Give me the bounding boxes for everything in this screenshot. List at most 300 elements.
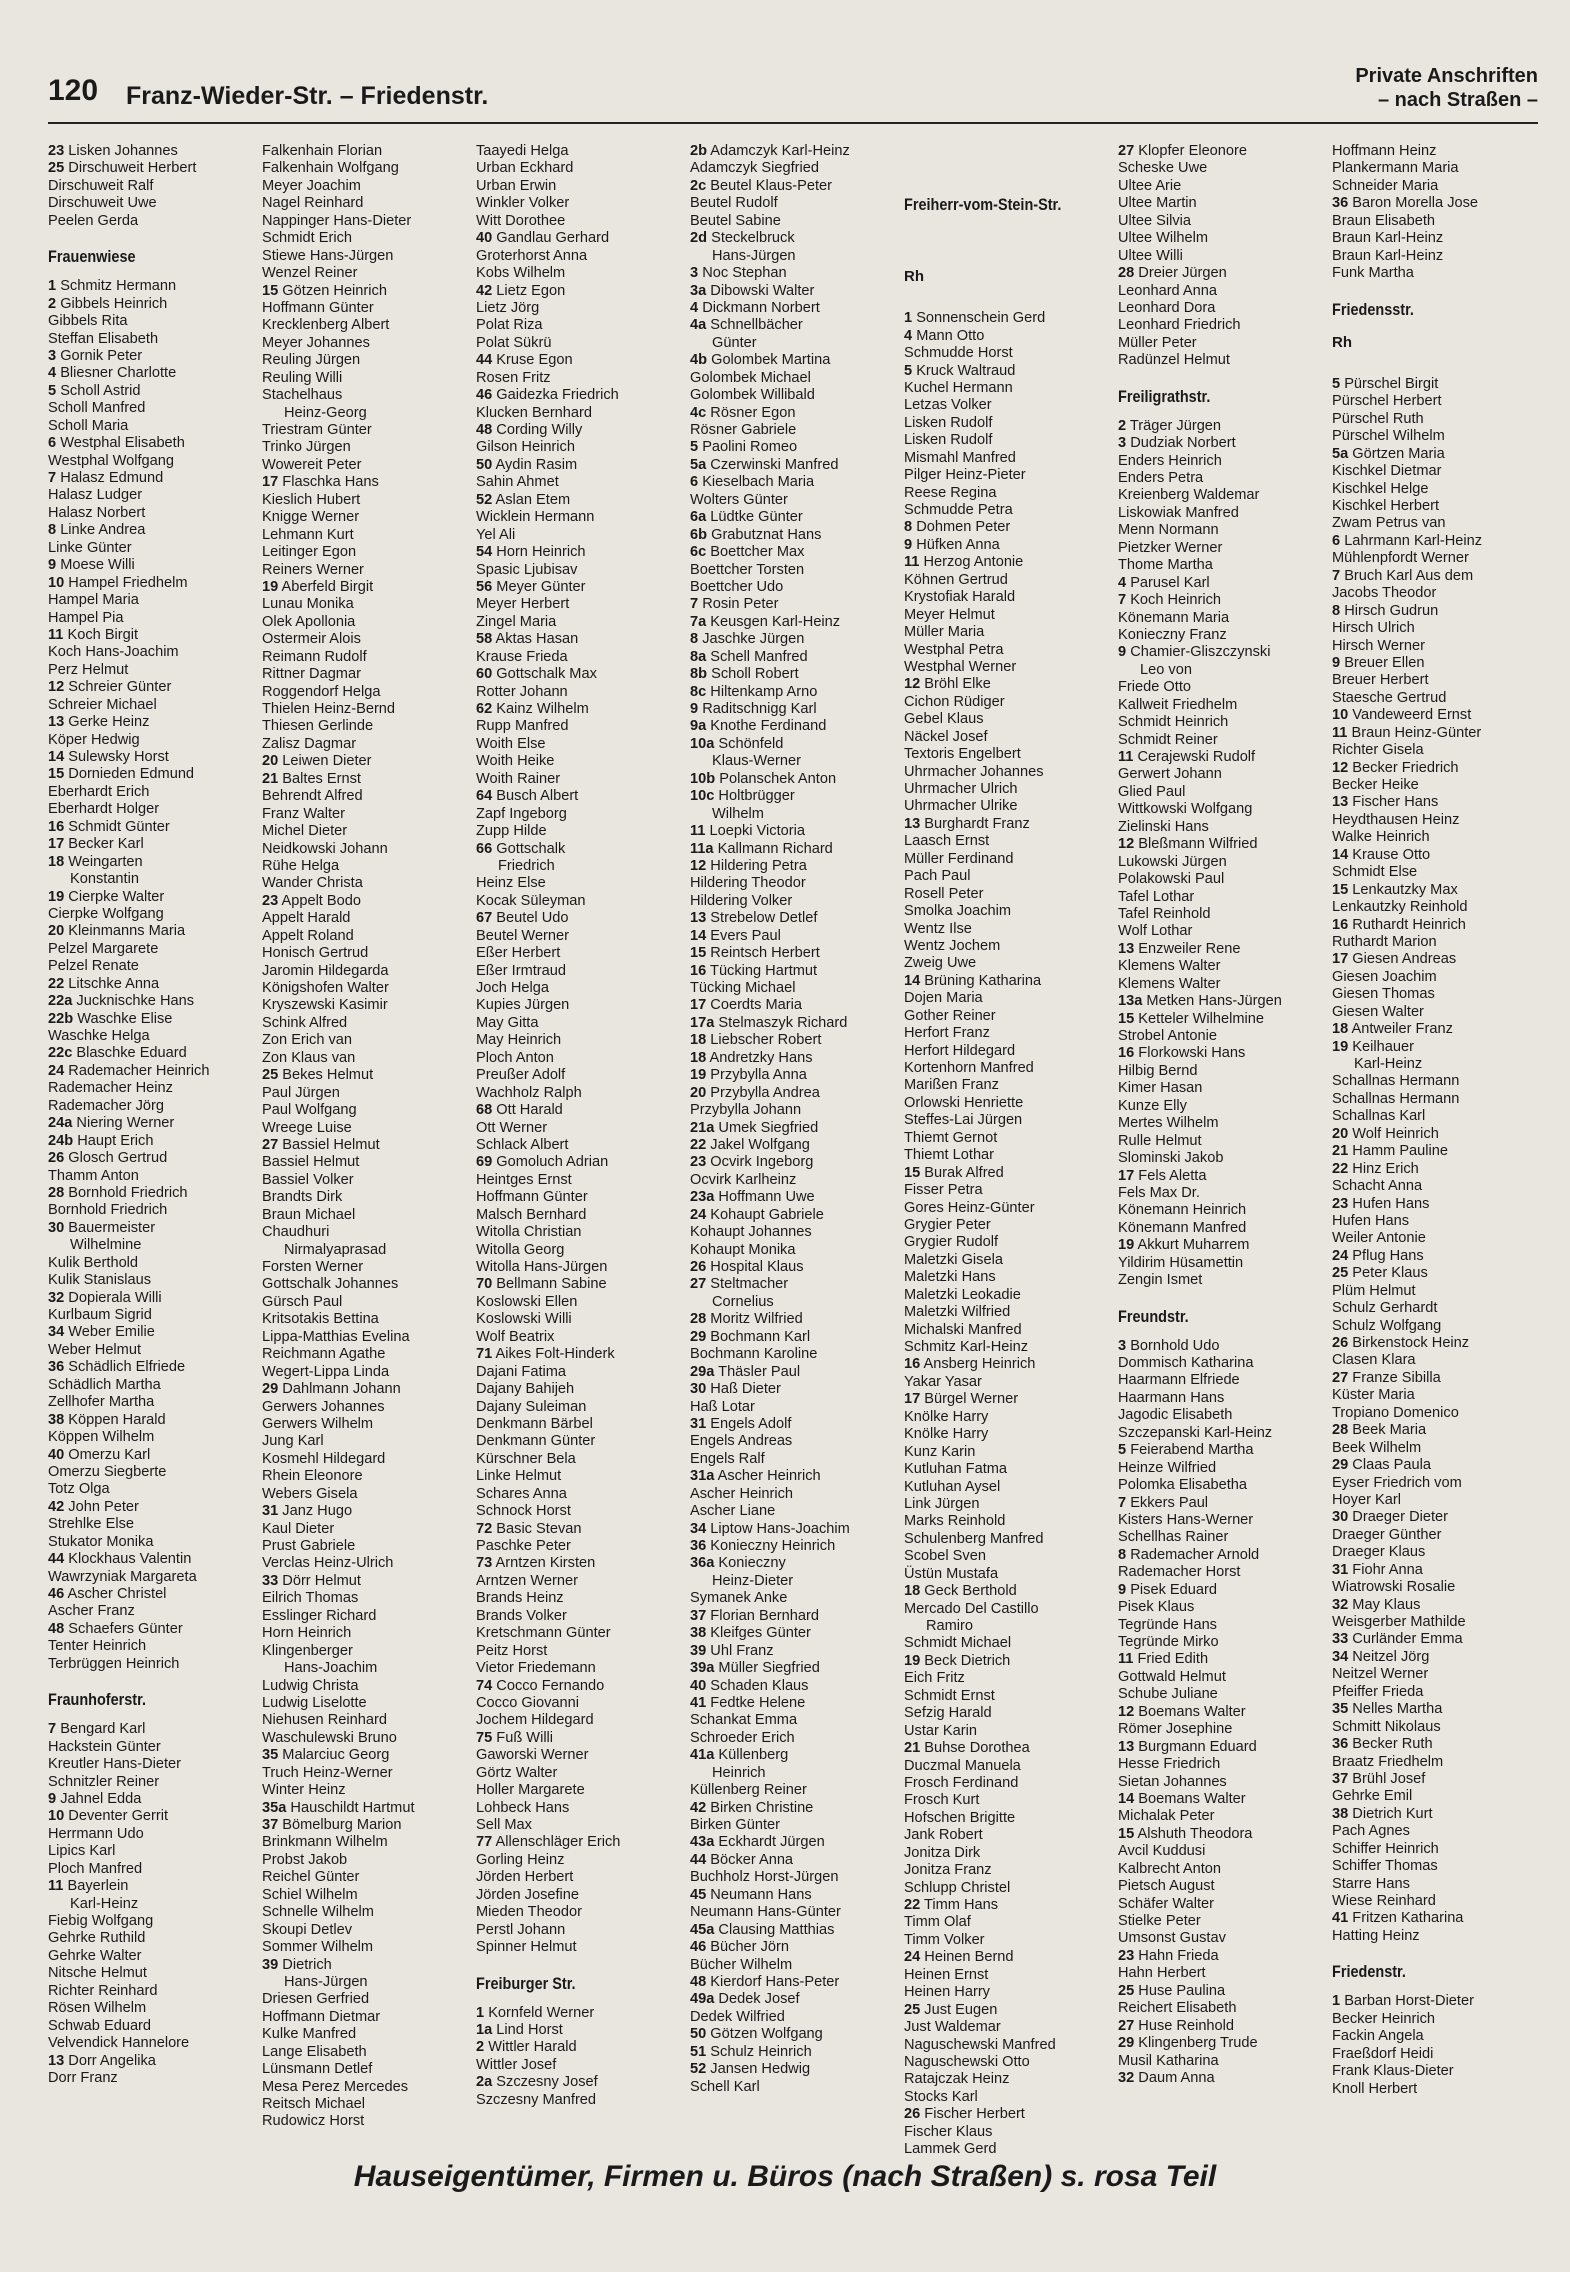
resident-name: Lange Elisabeth <box>262 2043 367 2060</box>
resident-name: Kutluhan Fatma <box>904 1461 1008 1478</box>
resident-entry <box>262 2096 468 2113</box>
resident-name: Ketteler Wilhelmine <box>1138 1010 1265 1027</box>
resident-name: Linke Helmut <box>476 1468 562 1485</box>
resident-entry <box>476 474 682 491</box>
resident-name: Baron Morella Jose <box>1352 195 1479 212</box>
resident-entry <box>1118 1460 1324 1477</box>
resident-name: Schiffer Thomas <box>1332 1858 1438 1875</box>
resident-entry <box>262 2044 468 2061</box>
resident-entry <box>1332 1893 1538 1910</box>
resident-name: Beek Wilhelm <box>1332 1439 1422 1456</box>
resident-entry <box>1332 899 1538 916</box>
resident-entry <box>904 816 1110 833</box>
resident-name: Falkenhain Florian <box>262 143 383 159</box>
resident-entry <box>48 160 254 177</box>
resident-name: Appelt Bodo <box>281 892 362 909</box>
house-number: 4 <box>1118 574 1127 591</box>
resident-name: Velvendick Hannelore <box>48 2035 190 2052</box>
resident-name: Braun Karl-Heinz <box>1332 230 1444 247</box>
resident-entry <box>48 854 254 871</box>
resident-name: Kleifges Günter <box>710 1625 811 1642</box>
resident-entry <box>1118 1930 1324 1947</box>
resident-name: Richter Gisela <box>1332 742 1424 759</box>
resident-name: Strehlke Else <box>48 1516 134 1533</box>
resident-name: Reintsch Herbert <box>710 945 820 962</box>
resident-name: Zalisz Dagmar <box>262 735 357 752</box>
resident-entry <box>1332 1614 1538 1631</box>
house-number: 46 <box>690 1939 707 1956</box>
resident-entry <box>48 1045 254 1062</box>
street-heading: Fraunhoferstr. <box>48 1690 146 1710</box>
resident-entry <box>1118 2035 1324 2052</box>
resident-name: Preußer Adolf <box>476 1067 566 1084</box>
resident-entry <box>48 213 254 230</box>
resident-entry <box>690 980 896 997</box>
resident-entry <box>904 1304 1110 1321</box>
house-number: 10 <box>48 574 65 591</box>
resident-name: Klemens Walter <box>1118 975 1221 992</box>
resident-entry <box>48 1168 254 1185</box>
resident-entry <box>690 1939 896 1956</box>
resident-entry <box>904 1810 1110 1827</box>
resident-name: Umek Siegfried <box>718 1119 819 1136</box>
resident-name: Waschke Elise <box>77 1010 173 1027</box>
house-number: 10c <box>690 788 715 805</box>
resident-name: Bornhold Friedrich <box>48 1202 168 1219</box>
resident-name: Dirschuweit Uwe <box>48 195 157 212</box>
resident-name: Walke Heinrich <box>1332 829 1430 846</box>
resident-name: Daum Anna <box>1138 2069 1215 2086</box>
resident-entry <box>1332 1387 1538 1404</box>
resident-entry <box>904 1217 1110 1234</box>
resident-name: Zwam Petrus van <box>1332 515 1446 532</box>
resident-entry <box>1118 679 1324 696</box>
house-number: 18 <box>48 853 65 870</box>
resident-name: Krecklenberg Albert <box>262 317 390 334</box>
resident-name: Bruch Karl Aus dem <box>1344 567 1474 584</box>
resident-entry <box>690 1695 896 1712</box>
resident-entry <box>690 265 896 282</box>
resident-name: Dibowski Walter <box>710 282 815 299</box>
resident-entry <box>1118 1599 1324 1616</box>
resident-name: Tegründe Mirko <box>1118 1634 1219 1650</box>
resident-name: Hildering Theodor <box>690 875 806 892</box>
resident-name: Kocak Süleyman <box>476 892 586 909</box>
resident-entry <box>690 1643 896 1660</box>
resident-entry <box>904 903 1110 920</box>
resident-name: Steffes-Lai Jürgen <box>904 1112 1023 1129</box>
house-number: 4c <box>690 404 707 421</box>
resident-entry <box>1332 195 1538 212</box>
resident-name: Gottwald Helmut <box>1118 1668 1226 1685</box>
resident-name: May Gitta <box>476 1014 539 1031</box>
resident-entry <box>1118 300 1324 317</box>
resident-name: Kortenhorn Manfred <box>904 1060 1034 1076</box>
resident-name: Gerwers Johannes <box>262 1398 385 1415</box>
resident-entry <box>262 1259 468 1276</box>
resident-entry <box>262 997 468 1014</box>
resident-entry <box>1118 871 1324 888</box>
resident-entry <box>904 1269 1110 1286</box>
resident-name: Mann Otto <box>916 327 985 344</box>
resident-entry <box>1118 248 1324 265</box>
resident-entry <box>262 1311 468 1328</box>
resident-entry <box>1332 864 1538 881</box>
resident-entry <box>262 1276 468 1293</box>
resident-name: Dopierala Willi <box>68 1289 162 1306</box>
resident-entry <box>1332 1649 1538 1666</box>
resident-name: Scholl Robert <box>711 666 799 683</box>
resident-name: Bornhold Friedrich <box>68 1184 188 1201</box>
resident-name: Akkurt Muharrem <box>1137 1237 1250 1254</box>
resident-name: Stelmaszyk Richard <box>718 1014 848 1031</box>
resident-name: Bengard Karl <box>60 1721 146 1738</box>
resident-name: Eßer Irmtraud <box>476 962 567 979</box>
resident-entry <box>262 160 468 177</box>
resident-entry <box>1332 411 1538 428</box>
house-number: 35 <box>262 1747 279 1764</box>
resident-name: Eßer Herbert <box>476 945 561 962</box>
resident-entry <box>904 1374 1110 1391</box>
house-number: 15 <box>48 766 65 783</box>
resident-entry <box>1118 801 1324 818</box>
resident-entry <box>904 519 1110 536</box>
resident-entry <box>48 1080 254 1097</box>
resident-name: Knölke Harry <box>904 1426 989 1443</box>
house-number: 3 <box>690 265 699 282</box>
resident-entry <box>1332 829 1538 846</box>
resident-name: Tropiano Domenico <box>1332 1404 1459 1421</box>
resident-entry <box>690 439 896 456</box>
resident-name: Hahn Frieda <box>1138 1947 1219 1964</box>
resident-name: Omerzu Siegberte <box>48 1463 167 1480</box>
resident-entry <box>904 1601 1110 1618</box>
resident-name: Becker Karl <box>68 836 144 853</box>
resident-name: Symanek Anke <box>690 1590 788 1607</box>
resident-name: Hoffmann Heinz <box>1332 143 1437 159</box>
resident-name: Bücher Jörn <box>710 1939 789 1956</box>
resident-name: Golombek Martina <box>711 352 831 369</box>
resident-name: Kurlbaum Sigrid <box>48 1307 152 1323</box>
resident-entry <box>1118 697 1324 714</box>
resident-entry <box>904 2002 1110 2019</box>
resident-name: Wander Christa <box>262 875 363 892</box>
resident-name: Boemans Walter <box>1138 1790 1246 1807</box>
house-number: 12 <box>690 857 707 874</box>
resident-name: Dirschuweit Herbert <box>68 160 197 177</box>
resident-entry <box>904 1635 1110 1652</box>
resident-entry <box>476 195 682 212</box>
resident-name: Küster Maria <box>1332 1387 1415 1404</box>
resident-entry <box>48 1913 254 1930</box>
resident-entry <box>1118 1477 1324 1494</box>
resident-name: Dojen Maria <box>904 990 983 1007</box>
resident-name: Görtzen Maria <box>1352 445 1445 462</box>
house-number: 24a <box>48 1115 73 1132</box>
resident-entry <box>1118 610 1324 627</box>
resident-name: Hahn Herbert <box>1118 1965 1206 1982</box>
resident-entry <box>262 1590 468 1607</box>
resident-name: Fels Max Dr. <box>1118 1184 1200 1201</box>
resident-entry <box>48 178 254 195</box>
resident-entry <box>476 248 682 265</box>
resident-entry <box>1332 1754 1538 1771</box>
resident-entry <box>476 562 682 579</box>
resident-name: Just Waldemar <box>904 2019 1001 2036</box>
resident-name: Sulewsky Horst <box>68 749 169 765</box>
resident-name: Kischkel Dietmar <box>1332 463 1442 480</box>
resident-entry <box>1332 515 1538 532</box>
house-number: 34 <box>1332 1648 1349 1665</box>
resident-entry <box>476 1486 682 1503</box>
resident-entry <box>1118 993 1324 1010</box>
resident-name: Beutel Sabine <box>690 212 781 229</box>
resident-name: Klingenberg Trude <box>1138 2035 1258 2052</box>
resident-name: Bliesner Charlotte <box>60 365 177 382</box>
resident-entry <box>690 230 896 247</box>
resident-entry <box>262 492 468 509</box>
house-number: 10a <box>690 735 715 752</box>
resident-name: Böcker Anna <box>710 1851 794 1868</box>
resident-entry <box>1332 2011 1538 2028</box>
resident-entry <box>904 1444 1110 1461</box>
house-number: 14 <box>48 749 65 765</box>
resident-name: Keusgen Karl-Heinz <box>710 613 841 630</box>
resident-name: Breuer Ellen <box>1344 654 1425 671</box>
house-number: 66 <box>476 840 493 857</box>
house-number: 13 <box>690 910 707 927</box>
resident-entry <box>690 1625 896 1642</box>
house-number: 46 <box>476 387 493 404</box>
resident-entry <box>690 213 896 230</box>
resident-name: Hesse Friedrich <box>1118 1756 1221 1773</box>
house-number: 32 <box>48 1289 65 1306</box>
resident-name: Zengin Ismet <box>1118 1272 1203 1289</box>
street-heading: Frauenwiese <box>48 247 136 267</box>
resident-name: Eberhardt Erich <box>48 783 150 800</box>
house-number: 21 <box>262 770 279 787</box>
resident-entry <box>1332 1841 1538 1858</box>
resident-entry <box>904 1792 1110 1809</box>
resident-name: Jörden Josefine <box>476 1886 580 1903</box>
resident-name: Witolla Christian <box>476 1224 582 1241</box>
resident-entry <box>690 2044 896 2061</box>
resident-entry <box>262 1329 468 1346</box>
resident-name: Schell Manfred <box>710 648 808 665</box>
resident-name: Schwab Eduard <box>48 2017 152 2034</box>
resident-name: Nitsche Helmut <box>48 1965 147 1982</box>
resident-entry <box>48 1324 254 1341</box>
resident-entry <box>1332 1196 1538 1213</box>
house-number: 35a <box>262 1799 287 1816</box>
house-number: 22 <box>690 1136 707 1153</box>
resident-name: Schallnas Hermann <box>1332 1073 1460 1090</box>
resident-entry <box>262 1922 468 1939</box>
resident-name: Fritzen Katharina <box>1352 1910 1464 1927</box>
resident-entry <box>1332 1352 1538 1369</box>
resident-name: Gottschalk <box>496 840 566 857</box>
resident-name: Behrendt Alfred <box>262 788 363 805</box>
resident-entry <box>690 1207 896 1224</box>
resident-entry <box>1332 1993 1538 2010</box>
resident-name: Raditschnigg Karl <box>702 701 817 717</box>
resident-name: Peelen Gerda <box>48 212 139 229</box>
district-marker: Rh <box>904 267 924 285</box>
resident-entry <box>476 806 682 823</box>
house-number: 23 <box>690 1154 707 1171</box>
resident-name: Mesa Perez Mercedes <box>262 2078 408 2095</box>
house-number: 73 <box>476 1555 493 1572</box>
resident-name: Klopfer Eleonore <box>1138 143 1248 159</box>
resident-name: Brandts Dirk <box>262 1189 343 1206</box>
resident-entry <box>262 544 468 561</box>
resident-name: Schmidt Ernst <box>904 1687 995 1704</box>
resident-entry <box>1118 317 1324 334</box>
resident-name: Leonhard Dora <box>1118 299 1216 316</box>
resident-name: Köppen Wilhelm <box>48 1429 155 1446</box>
resident-name: Rudowicz Horst <box>262 2113 365 2130</box>
resident-entry <box>690 1102 896 1119</box>
resident-name: Draeger Günther <box>1332 1526 1442 1543</box>
resident-entry <box>904 1025 1110 1042</box>
resident-name: Nagel Reinhard <box>262 195 364 212</box>
resident-name: Janz Hugo <box>282 1503 353 1520</box>
resident-name: Enders Petra <box>1118 470 1204 486</box>
resident-entry <box>48 522 254 539</box>
resident-entry <box>48 1739 254 1756</box>
house-number: 26 <box>48 1150 65 1167</box>
house-number: 14 <box>1332 846 1349 863</box>
resident-entry <box>1118 1878 1324 1895</box>
resident-entry <box>690 1538 896 1555</box>
column-5 <box>904 143 1110 2159</box>
resident-name: Zon Erich van <box>262 1032 353 1049</box>
resident-entry <box>476 736 682 753</box>
resident-name: Slominski Jakob <box>1118 1150 1224 1167</box>
resident-entry <box>476 1695 682 1712</box>
house-number: 33 <box>262 1572 279 1589</box>
entry-continuation: Günter <box>712 334 757 351</box>
resident-name: Schmidt Erich <box>262 230 353 247</box>
resident-name: Hufen Hans <box>1352 1195 1430 1212</box>
house-number: 31 <box>1332 1561 1349 1578</box>
resident-name: Zon Klaus van <box>262 1049 356 1066</box>
resident-entry <box>262 370 468 387</box>
resident-name: May Klaus <box>1352 1596 1421 1613</box>
resident-name: Bauermeister <box>68 1219 156 1236</box>
resident-entry <box>48 2035 254 2052</box>
resident-entry <box>904 781 1110 798</box>
resident-name: Birkenstock Heinz <box>1352 1335 1470 1351</box>
resident-entry <box>476 1172 682 1189</box>
resident-entry <box>262 945 468 962</box>
resident-name: Kohaupt Johannes <box>690 1224 812 1241</box>
resident-name: Kruse Egon <box>496 352 573 369</box>
resident-name: Ascher Liane <box>690 1503 776 1520</box>
page-header <box>48 64 1538 124</box>
resident-name: Joch Helga <box>476 980 550 996</box>
resident-name: Marks Reinhold <box>904 1513 1006 1530</box>
resident-entry <box>48 487 254 504</box>
resident-name: Gerwers Wilhelm <box>262 1415 374 1432</box>
resident-entry <box>690 579 896 596</box>
house-number: 26 <box>1332 1335 1349 1351</box>
resident-name: Paul Jürgen <box>262 1084 340 1101</box>
resident-name: Pürschel Birgit <box>1344 375 1439 392</box>
resident-name: Polat Riza <box>476 317 543 334</box>
house-number: 31 <box>262 1503 279 1520</box>
resident-entry <box>48 1499 254 1516</box>
house-number: 10 <box>48 1808 65 1825</box>
entry-continuation: Hans-Joachim <box>284 1660 378 1677</box>
house-number: 7 <box>48 1721 57 1738</box>
resident-entry <box>1332 1910 1538 1927</box>
resident-entry <box>262 1800 468 1817</box>
resident-entry <box>262 579 468 596</box>
resident-name: Gottschalk Max <box>496 666 597 683</box>
house-number: 25 <box>1332 1265 1349 1282</box>
house-number: 26 <box>904 2106 921 2123</box>
resident-entry <box>1118 2000 1324 2017</box>
resident-name: Polat Sükrü <box>476 334 552 351</box>
resident-entry <box>262 1852 468 1869</box>
resident-entry <box>690 1730 896 1747</box>
resident-name: Textoris Engelbert <box>904 746 1021 763</box>
resident-name: Königshofen Walter <box>262 980 389 996</box>
resident-name: Reiners Werner <box>262 561 364 578</box>
house-number: 8 <box>904 519 913 536</box>
resident-entry <box>262 1294 468 1311</box>
resident-name: Bassiel Volker <box>262 1171 354 1188</box>
house-number: 9 <box>904 536 913 553</box>
resident-name: Heydthausen Heinz <box>1332 811 1460 828</box>
spacer <box>904 293 1110 310</box>
resident-entry <box>690 1381 896 1398</box>
resident-entry <box>904 1060 1110 1077</box>
resident-name: Waschke Helga <box>48 1028 150 1044</box>
resident-name: John Peter <box>68 1498 139 1515</box>
resident-entry <box>48 2018 254 2035</box>
resident-entry <box>48 1185 254 1202</box>
entry-continuation: Heinz-Dieter <box>712 1572 794 1589</box>
resident-entry <box>1118 1686 1324 1703</box>
resident-entry <box>1118 836 1324 853</box>
resident-name: Neumann Hans <box>710 1886 812 1903</box>
resident-entry <box>1332 230 1538 247</box>
house-number: 8a <box>690 648 707 665</box>
house-number: 37 <box>1332 1770 1349 1787</box>
resident-entry <box>1332 446 1538 463</box>
house-number: 18 <box>690 1032 707 1049</box>
resident-entry <box>904 1548 1110 1565</box>
resident-entry <box>48 1843 254 1860</box>
resident-name: Brands Volker <box>476 1607 567 1624</box>
house-number: 20 <box>1332 1125 1349 1142</box>
resident-entry <box>48 1656 254 1673</box>
resident-name: Mercado Del Castillo <box>904 1600 1039 1617</box>
spacer <box>904 143 1110 160</box>
resident-name: Radünzel Helmut <box>1118 352 1230 369</box>
resident-name: Aydin Rasim <box>495 456 578 473</box>
entry-continuation: Klaus-Werner <box>712 753 801 770</box>
house-number: 19 <box>262 578 279 595</box>
resident-entry <box>1118 470 1324 487</box>
resident-name: Grygier Rudolf <box>904 1234 999 1251</box>
resident-name: Schönfeld <box>718 735 784 752</box>
resident-entry <box>1118 213 1324 230</box>
resident-entry <box>262 1747 468 1764</box>
resident-entry <box>690 457 896 474</box>
